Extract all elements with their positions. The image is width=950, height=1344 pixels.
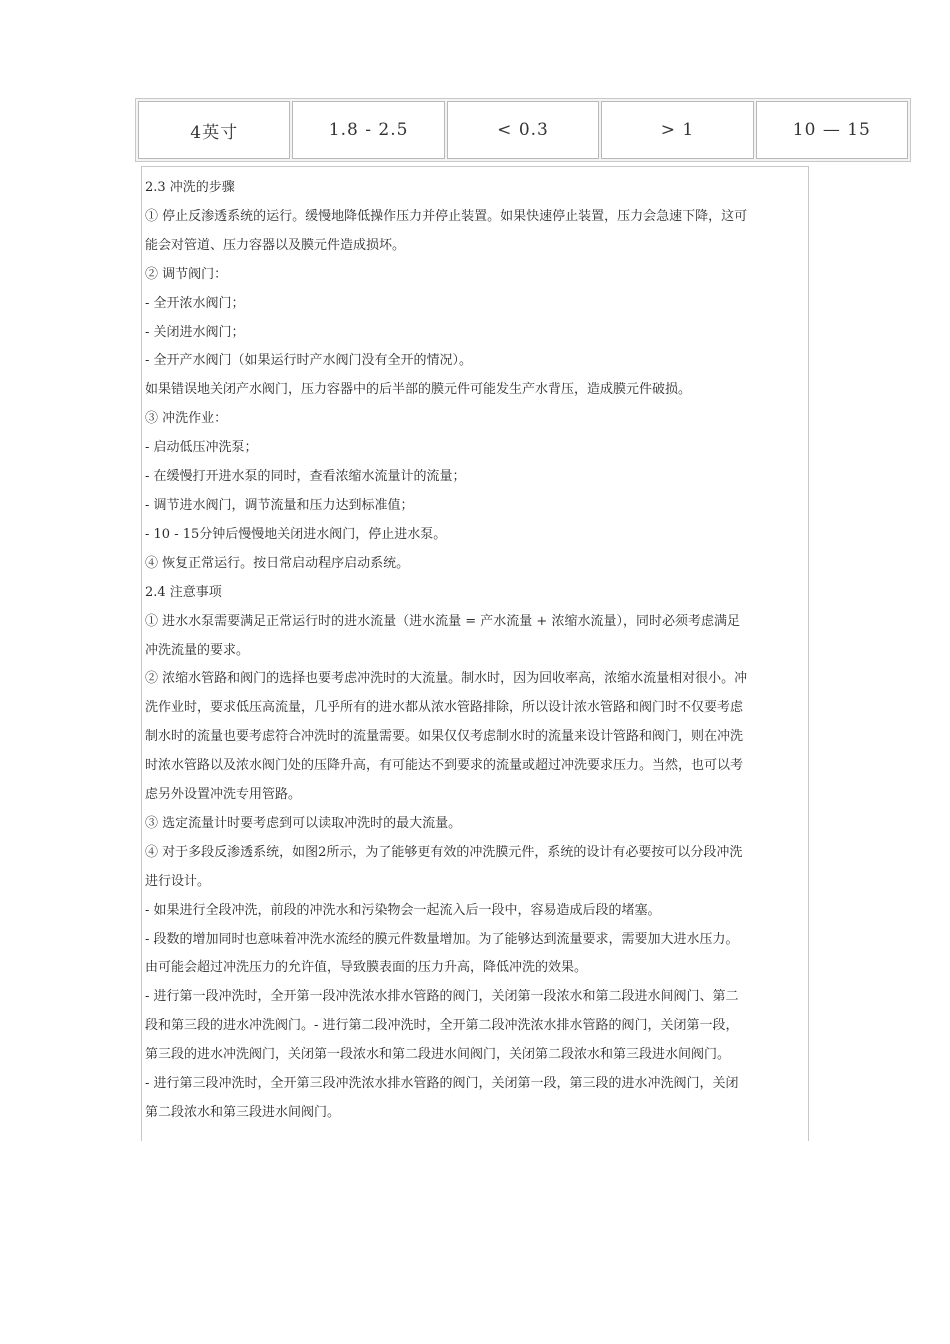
text-line: 制水时的流量也要考虑符合冲洗时的流量需要。如果仅仅考虑制水时的流量来设计管路和阀门，则在冲洗 [145, 729, 744, 745]
text-line: ① 停止反渗透系统的运行。缓慢地降低操作压力并停止装置。如果快速停止装置，压力会急速下降，这可 [145, 208, 748, 224]
content-text [142, 167, 808, 1128]
text-line: - 调节进水阀门，调节流量和压力达到标准值； [145, 497, 414, 513]
text-line: ② 调节阀门： [145, 266, 228, 282]
text-line: ④ 对于多段反渗透系统，如图2所示，为了能够更有效的冲洗膜元件，系统的设计有必要按可以分段冲洗 [145, 844, 743, 860]
text-line: ② 浓缩水管路和阀门的选择也要考虑冲洗时的大流量。制水时，因为回收率高，浓缩水流量相对很小。冲 [145, 671, 748, 687]
text-line: 2.3 冲洗的步骤 [145, 180, 235, 195]
text-line: - 启动低压冲洗泵； [145, 440, 258, 456]
text-line: 由可能会超过冲洗压力的允许值，导致膜表面的压力升高，降低冲洗的效果。 [145, 960, 588, 976]
text-line: ③ 选定流量计时要考虑到可以读取冲洗时的最大流量。 [145, 815, 462, 831]
spec-cell-range-3: > 1 [601, 101, 753, 159]
text-line: - 10 - 15分钟后慢慢地关闭进水阀门，停止进水泵。 [145, 526, 447, 542]
text-line: - 如果进行全段冲洗，前段的冲洗水和污染物会一起流入后一段中，容易造成后段的堵塞。 [145, 902, 661, 918]
spec-table-row [135, 98, 911, 162]
text-line: 能会对管道、压力容器以及膜元件造成损坏。 [145, 237, 406, 253]
text-line: - 进行第三段冲洗时，全开第三段冲洗浓水排水管路的阀门，关闭第一段，第三段的进水冲洗阀门，关闭 [145, 1076, 739, 1092]
text-line: - 进行第一段冲洗时，全开第一段冲洗浓水排水管路的阀门，关闭第一段浓水和第二段进水间阀门、第二 [145, 989, 739, 1005]
text-line: ① 进水水泵需要满足正常运行时的进水流量（进水流量 = 产水流量 + 浓缩水流量），同时必须考虑满足 [145, 613, 740, 629]
content-box [141, 166, 809, 1141]
text-line: ④ 恢复正常运行。按日常启动程序启动系统。 [145, 555, 410, 571]
text-line: 2.4 注意事项 [145, 584, 222, 600]
spec-cell-range-4: 10 — 15 [756, 101, 908, 159]
text-line: - 在缓慢打开进水泵的同时，查看浓缩水流量计的流量； [145, 469, 466, 485]
text-line: 时浓水管路以及浓水阀门处的压降升高，有可能达不到要求的流量或超过冲洗要求压力。当然，也可以考 [145, 758, 744, 774]
text-line: - 全开产水阀门（如果运行时产水阀门没有全开的情况）。 [145, 353, 473, 369]
text-line: - 全开浓水阀门； [145, 295, 245, 311]
text-line: 第二段浓水和第三段进水间阀门。 [145, 1105, 341, 1120]
text-line: 洗作业时，要求低压高流量，几乎所有的进水都从浓水管路排除，所以设计浓水管路和阀门时不仅要考虑 [145, 700, 744, 716]
text-line: 第三段的进水冲洗阀门，关闭第一段浓水和第二段进水间阀门，关闭第二段浓水和第三段进水间阀门。 [145, 1047, 731, 1063]
spec-cell-size: 4英寸 [138, 101, 290, 159]
text-line: 进行设计。 [145, 873, 211, 889]
text-line: 段和第三段的进水冲洗阀门。- 进行第二段冲洗时，全开第二段冲洗浓水排水管路的阀门，关闭第一段， [145, 1018, 739, 1034]
text-line: - 关闭进水阀门； [145, 324, 245, 340]
spec-cell-range-2: < 0.3 [447, 101, 599, 159]
text-line: 如果错误地关闭产水阀门，压力容器中的后半部的膜元件可能发生产水背压，造成膜元件破损。 [145, 382, 692, 398]
text-line: ③ 冲洗作业： [145, 411, 228, 427]
spec-cell-range-1: 1.8 - 2.5 [292, 101, 444, 159]
text-line: - 段数的增加同时也意味着冲洗水流经的膜元件数量增加。为了能够达到流量要求，需要加大进水压力。 [145, 931, 739, 947]
text-line: 冲洗流量的要求。 [145, 642, 250, 658]
text-line: 虑另外设置冲洗专用管路。 [145, 787, 302, 803]
